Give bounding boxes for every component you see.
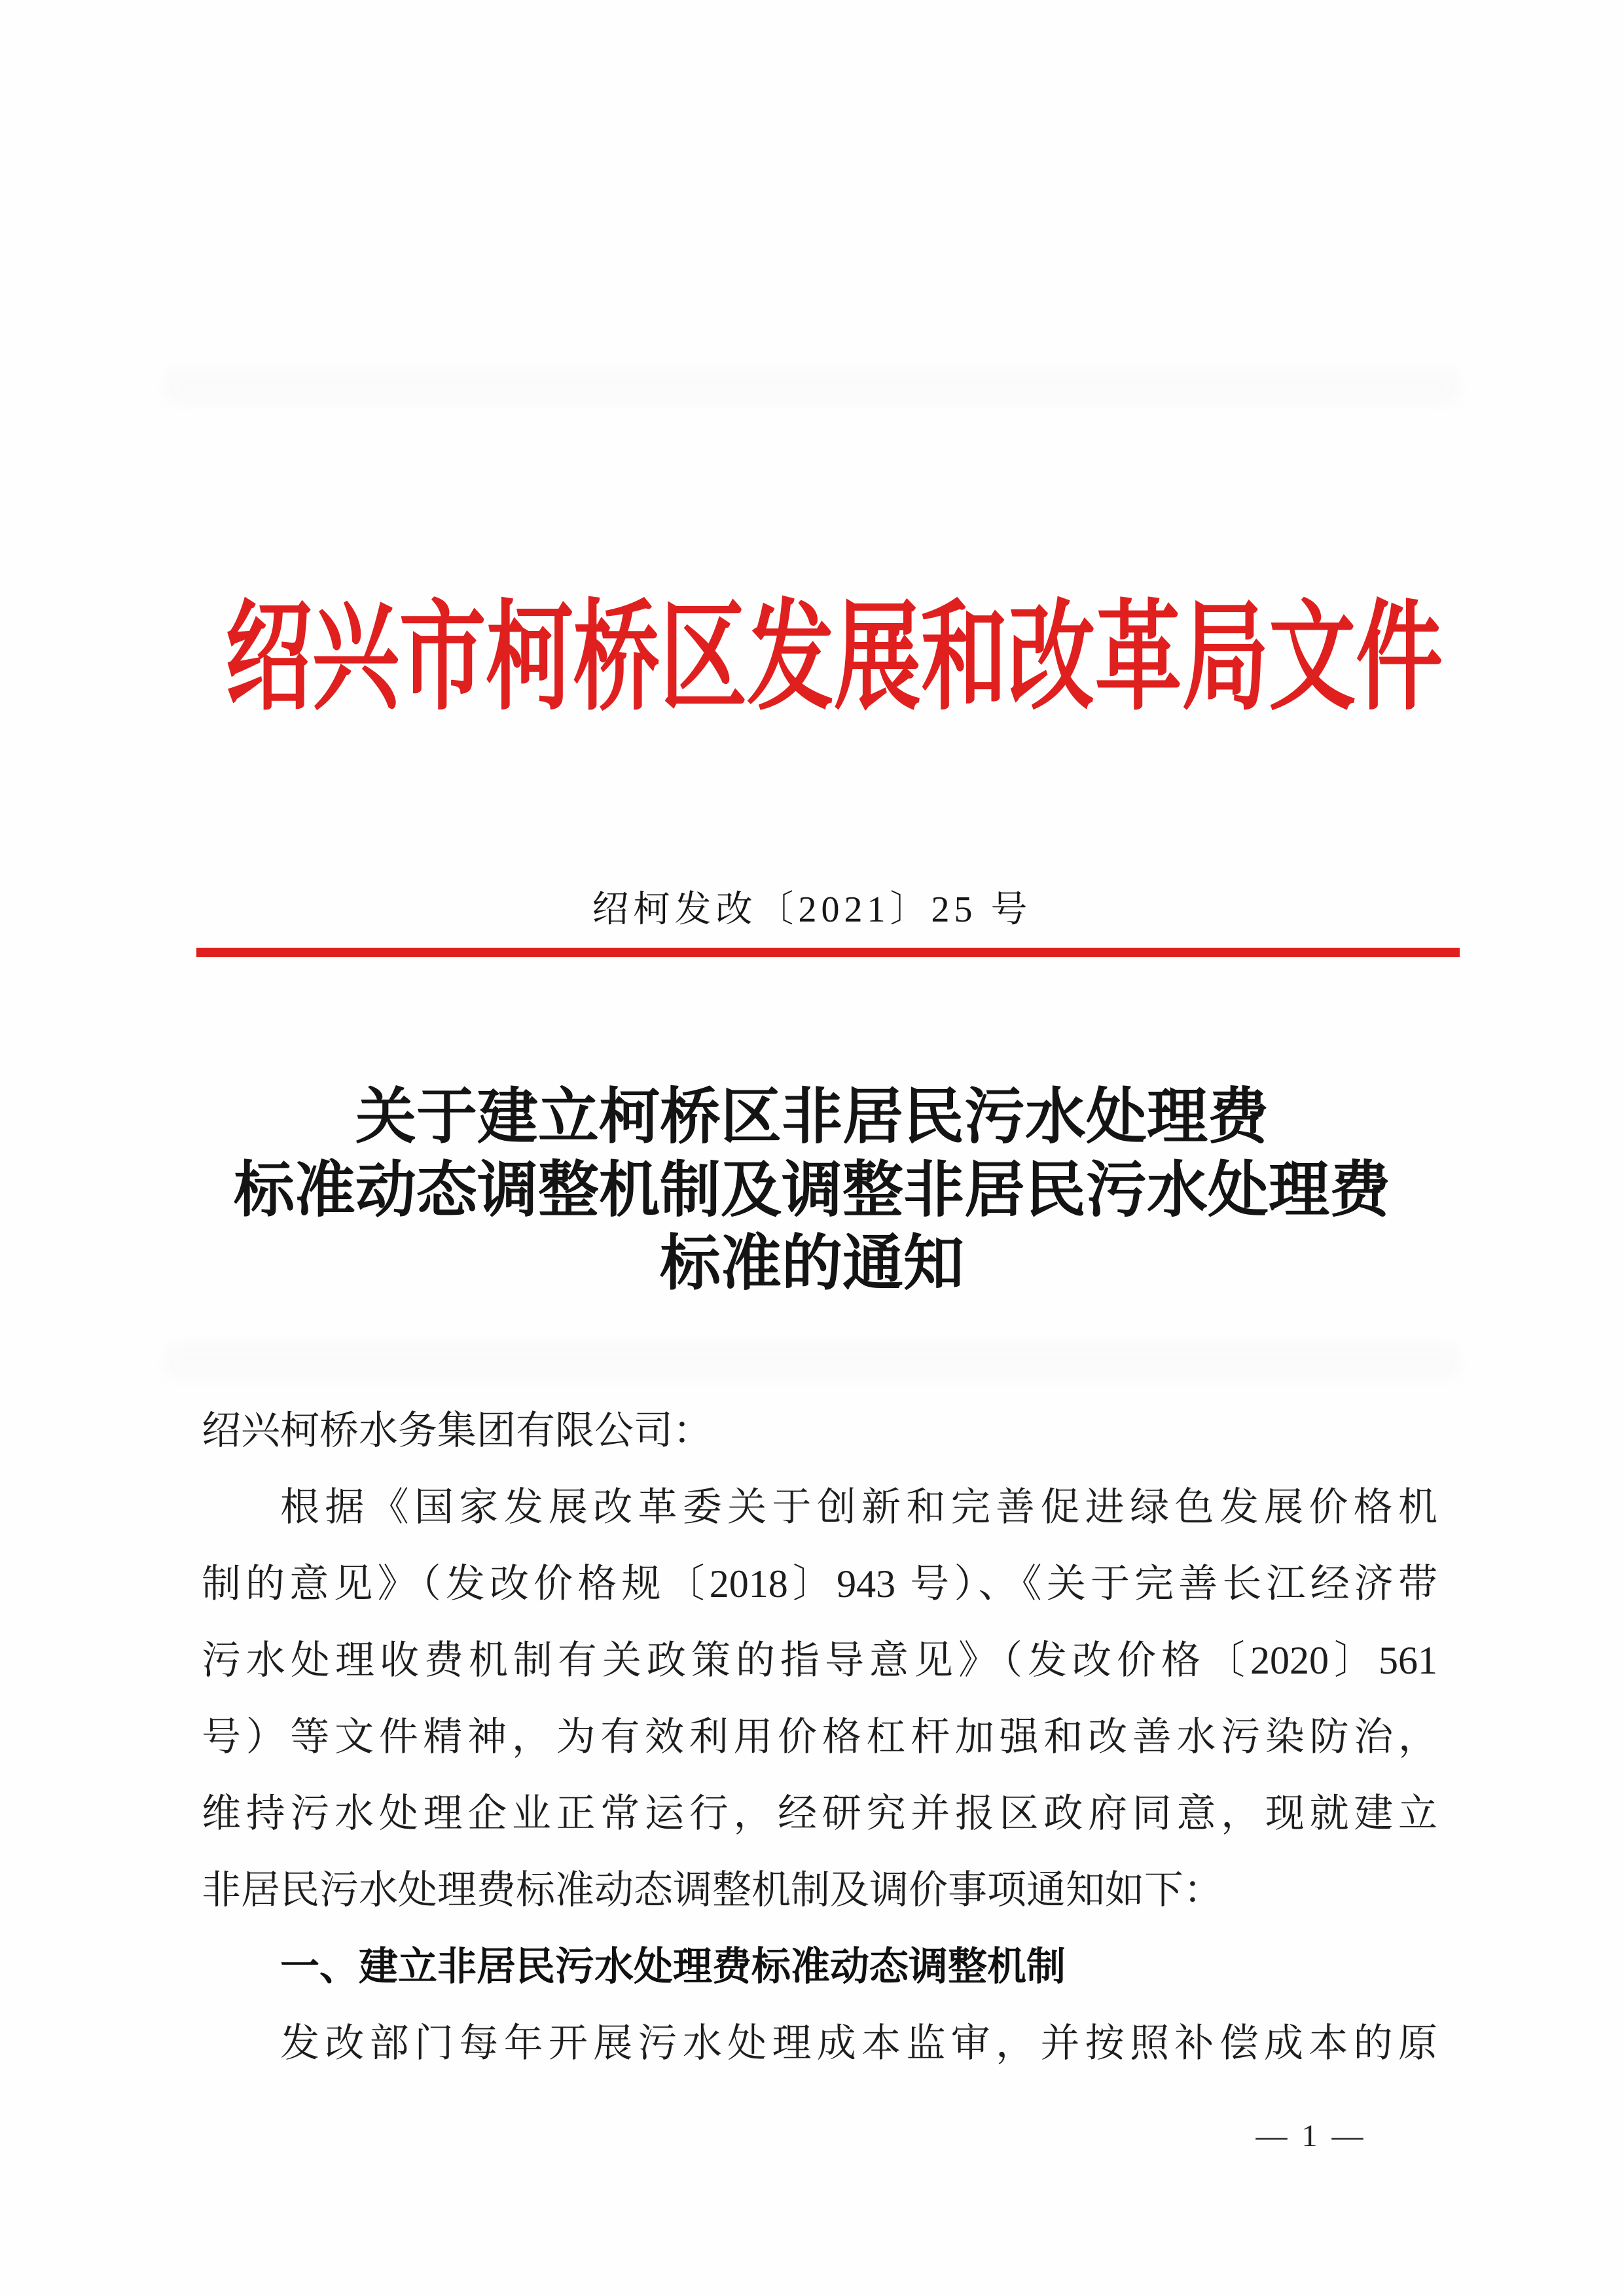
- scan-showthrough-smudge: [162, 1342, 1462, 1381]
- document-title-line: 关于建立柯桥区非居民污水处理费: [355, 1084, 1269, 1151]
- body-line: 一、建立非居民污水处理费标准动态调整机制: [280, 1945, 1066, 1988]
- scan-showthrough-smudge: [162, 367, 1462, 406]
- agency-header-title: [0, 590, 1624, 728]
- body-line: 号）等文件精神，为有效利用价格杠杆加强和改善水污染防治，: [202, 1715, 1437, 1759]
- body-line: 制的意见》（发改价格规〔2018〕943 号）、《关于完善长江经济带: [202, 1562, 1437, 1605]
- document-title-line: 标准动态调整机制及调整非居民污水处理费: [234, 1157, 1390, 1225]
- body-line: 污水处理收费机制有关政策的指导意见》（发改价格〔2020〕561: [202, 1639, 1437, 1682]
- red-divider-rule: [196, 948, 1460, 957]
- body-line: 绍兴柯桥水务集团有限公司：: [202, 1409, 712, 1452]
- body-line: 发改部门每年开展污水处理成本监审，并按照补偿成本的原: [280, 2022, 1437, 2065]
- document-title: [0, 1081, 1624, 1301]
- body-line: 非居民污水处理费标准动态调整机制及调价事项通知如下：: [202, 1869, 1223, 1912]
- agency-header-text: 绍兴市柯桥区发展和改革局文件: [225, 593, 1443, 725]
- body-line: 根据《国家发展改革委关于创新和完善促进绿色发展价格机: [280, 1486, 1437, 1529]
- body-text: [202, 1393, 1437, 2082]
- page-number: — 1 —: [1255, 2119, 1367, 2153]
- document-title-line: 标准的通知: [660, 1230, 964, 1298]
- body-line: 维持污水处理企业正常运行，经研究并报区政府同意，现就建立: [202, 1792, 1437, 1835]
- doc-number: 绍柯发改〔2021〕25 号: [592, 889, 1032, 930]
